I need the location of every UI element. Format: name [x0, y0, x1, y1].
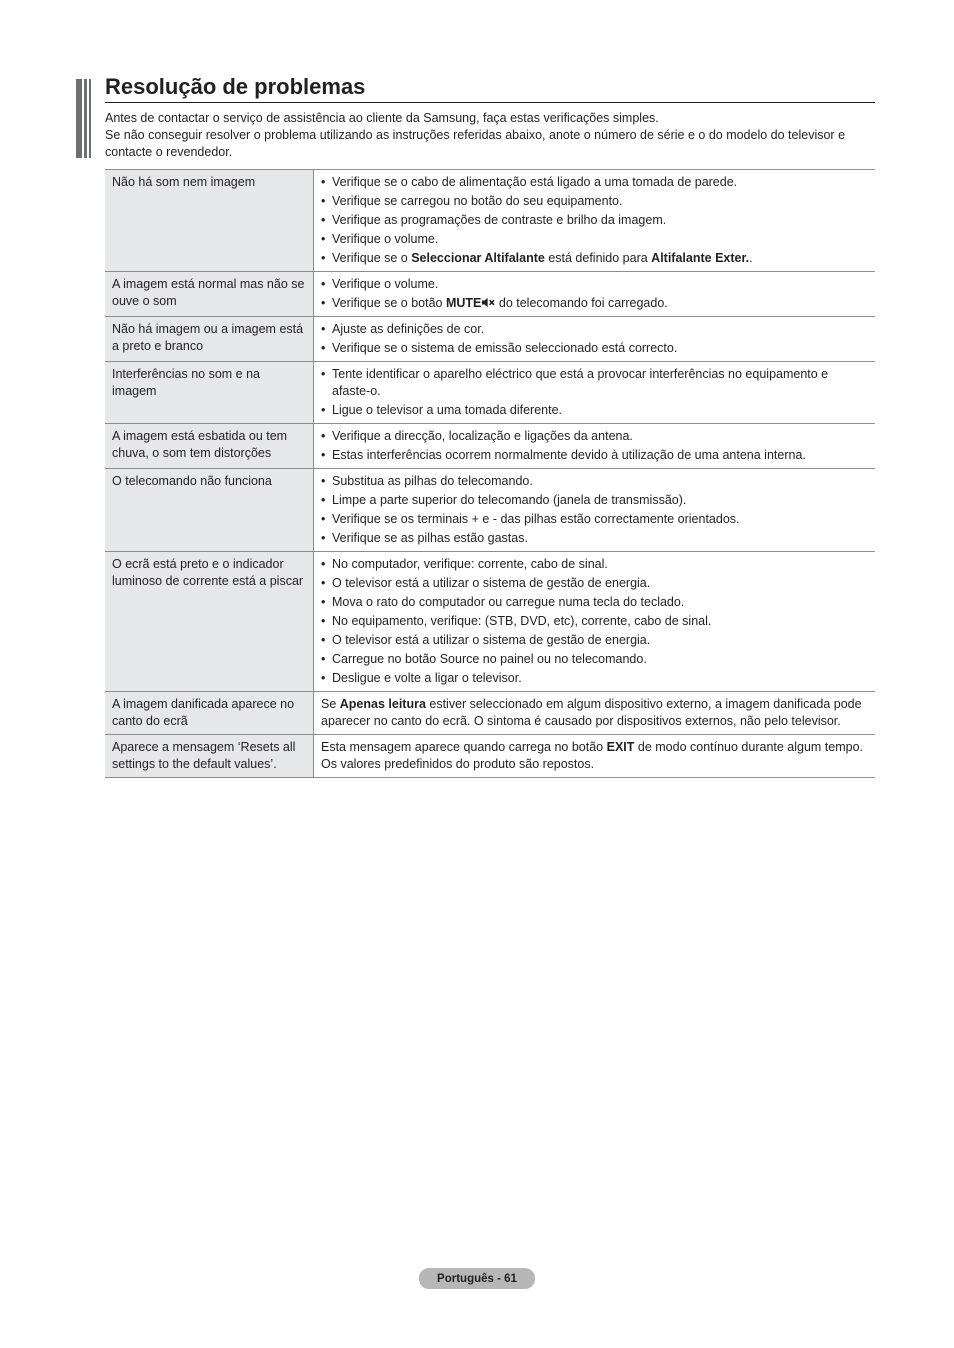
text-run: Verifique se as pilhas estão gastas.	[332, 531, 528, 545]
side-accent-bars	[76, 79, 92, 158]
emphasis-text: MUTE	[445, 296, 482, 310]
text-run: No equipamento, verifique: (STB, DVD, etc), corrente, cabo de sinal.	[332, 614, 712, 628]
accent-bar	[89, 79, 91, 158]
table-row	[105, 317, 875, 362]
text-run: Mova o rato do computador ou carregue numa tecla do teclado.	[332, 595, 685, 609]
text-run: Esta mensagem aparece quando carrega no botão	[321, 740, 607, 754]
list-item	[321, 594, 867, 611]
text-run: de modo contínuo durante algum tempo. Os valores predefinidos do produto são repostos.	[321, 740, 864, 771]
page-title: Resolução de problemas	[105, 74, 366, 99]
text-run: estiver seleccionado em algum dispositivo externo, a imagem danificada pode aparecer no canto do ecrã. O sintoma é causado por dispositivos externos, não pelo televisor.	[321, 697, 862, 728]
list-item	[321, 295, 867, 312]
table-row	[105, 692, 875, 735]
list-item	[321, 447, 867, 464]
solution-list	[321, 276, 867, 312]
problem-cell: A imagem está normal mas não se ouve o som	[105, 272, 314, 317]
text-run: .	[749, 251, 753, 265]
solution-cell	[314, 272, 876, 317]
emphasis-text: Altifalante Exter.	[651, 251, 750, 265]
text-run: Substitua as pilhas do telecomando.	[332, 474, 533, 488]
table-row	[105, 362, 875, 424]
list-item	[321, 556, 867, 573]
text-run: Estas interferências ocorrem normalmente devido à utilização de uma antena interna.	[332, 448, 806, 462]
list-item	[321, 632, 867, 649]
troubleshooting-table-body	[105, 170, 875, 778]
text-run: está definido para	[544, 251, 652, 265]
problem-cell: O telecomando não funciona	[105, 469, 314, 552]
text-run: Verifique a direcção, localização e ligações da antena.	[332, 429, 633, 443]
list-item	[321, 613, 867, 630]
text-run: Ajuste as definições de cor.	[332, 322, 485, 336]
solution-cell	[314, 424, 876, 469]
text-run: Verifique se os terminais + e - das pilhas estão correctamente orientados.	[332, 512, 740, 526]
table-row	[105, 272, 875, 317]
text-run: O televisor está a utilizar o sistema de gestão de energia.	[332, 633, 651, 647]
solution-cell	[314, 692, 876, 735]
text-run: Verifique as programações de contraste e brilho da imagem.	[332, 213, 667, 227]
list-item	[321, 428, 867, 445]
text-run: Verifique o volume.	[332, 277, 439, 291]
table-row	[105, 170, 875, 272]
intro-line: Se não conseguir resolver o problema utilizando as instruções referidas abaixo, anote o número de série e o do modelo do televisor e contacte o revendedor.	[105, 128, 846, 159]
solution-cell	[314, 552, 876, 692]
accent-bar	[76, 79, 82, 158]
text-run: Carregue no botão Source no painel ou no telecomando.	[332, 652, 647, 666]
solution-list	[321, 321, 867, 357]
table-row	[105, 469, 875, 552]
list-item	[321, 366, 867, 400]
solution-list	[321, 174, 867, 267]
table-row	[105, 424, 875, 469]
accent-bar	[84, 79, 87, 158]
title-rule	[105, 102, 875, 103]
solution-cell	[314, 362, 876, 424]
list-item	[321, 492, 867, 509]
solution-list	[321, 366, 867, 419]
list-item	[321, 231, 867, 248]
text-run: Tente identificar o aparelho eléctrico que está a provocar interferências no equipamento e afaste-o.	[332, 367, 829, 398]
problem-cell: Não há imagem ou a imagem está a preto e branco	[105, 317, 314, 362]
page-number-badge: Português - 61	[419, 1268, 535, 1289]
text-run: Verifique o volume.	[332, 232, 439, 246]
solution-list	[321, 428, 867, 464]
problem-cell: Interferências no som e na imagem	[105, 362, 314, 424]
emphasis-text: Apenas leitura	[339, 697, 426, 711]
text-run: O televisor está a utilizar o sistema de gestão de energia.	[332, 576, 651, 590]
text-run: do telecomando foi carregado.	[495, 296, 668, 310]
text-run: Verifique se o	[332, 251, 412, 265]
text-run: Verifique se o sistema de emissão seleccionado está correcto.	[332, 341, 678, 355]
list-item	[321, 473, 867, 490]
list-item	[321, 276, 867, 293]
text-run: Verifique se o cabo de alimentação está ligado a uma tomada de parede.	[332, 175, 738, 189]
emphasis-text: Seleccionar Altifalante	[411, 251, 545, 265]
text-run: No computador, verifique: corrente, cabo de sinal.	[332, 557, 608, 571]
list-item	[321, 174, 867, 191]
solution-paragraph	[321, 739, 867, 773]
text-run: Desligue e volte a ligar o televisor.	[332, 671, 522, 685]
list-item	[321, 402, 867, 419]
problem-cell: Aparece a mensagem ‘Resets all settings to the default values’.	[105, 735, 314, 778]
table-row	[105, 552, 875, 692]
list-item	[321, 575, 867, 592]
problem-cell: A imagem danificada aparece no canto do ecrã	[105, 692, 314, 735]
intro-text	[105, 110, 865, 161]
problem-cell: O ecrã está preto e o indicador luminoso de corrente está a piscar	[105, 552, 314, 692]
text-run: Ligue o televisor a uma tomada diferente.	[332, 403, 562, 417]
emphasis-text: EXIT	[606, 740, 635, 754]
table-row	[105, 735, 875, 778]
intro-line: Antes de contactar o serviço de assistência ao cliente da Samsung, faça estas verificações simples.	[105, 111, 659, 125]
solution-list	[321, 473, 867, 547]
text-run: Limpe a parte superior do telecomando (janela de transmissão).	[332, 493, 687, 507]
list-item	[321, 340, 867, 357]
list-item	[321, 212, 867, 229]
solution-paragraph	[321, 696, 867, 730]
text-run: Se	[321, 697, 340, 711]
solution-cell	[314, 170, 876, 272]
mute-icon	[482, 297, 495, 308]
list-item	[321, 530, 867, 547]
list-item	[321, 193, 867, 210]
solution-cell	[314, 469, 876, 552]
list-item	[321, 651, 867, 668]
list-item	[321, 511, 867, 528]
solution-cell	[314, 317, 876, 362]
list-item	[321, 250, 867, 267]
solution-list	[321, 556, 867, 687]
problem-cell: A imagem está esbatida ou tem chuva, o som tem distorções	[105, 424, 314, 469]
list-item	[321, 670, 867, 687]
list-item	[321, 321, 867, 338]
text-run: Verifique se o botão	[332, 296, 446, 310]
problem-cell: Não há som nem imagem	[105, 170, 314, 272]
text-run: Verifique se carregou no botão do seu equipamento.	[332, 194, 623, 208]
solution-cell	[314, 735, 876, 778]
troubleshooting-table	[105, 169, 875, 778]
